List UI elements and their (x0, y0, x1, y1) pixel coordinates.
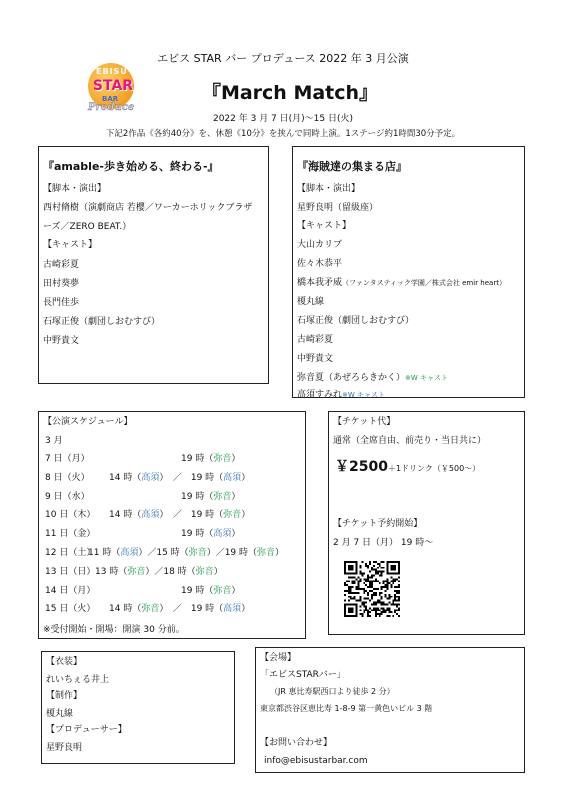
producer-name: 星野良明 (46, 743, 83, 753)
play1-cast-label: 【キャスト】 (43, 240, 98, 250)
logo-text-ebisu: EBISU (96, 67, 128, 76)
cast-tag: 弥音 (188, 548, 207, 558)
ticket-sale-label: 【チケット予約開始】 (333, 519, 423, 529)
time-text: ） (231, 585, 241, 596)
schedule-note: ※受付開始・開場：開演 30 分前。 (43, 625, 185, 635)
schedule-day: 12 日（土） (45, 548, 96, 558)
time-text: 19 時（ (181, 491, 214, 502)
time-text: ）／19 時（ (206, 548, 258, 558)
time-text: ） (231, 491, 241, 502)
play2-cast-member (297, 239, 342, 251)
play2-cast-member (297, 389, 385, 401)
cast-tag: 弥音 (213, 491, 232, 502)
schedule-day: 10 日（木） (45, 510, 96, 521)
schedule-times (181, 585, 240, 597)
cast-name: 榎丸線 (297, 297, 325, 307)
performance-dates: 2022 年 3 月 7 日(月)〜15 日(火) (212, 114, 354, 124)
play1-director-label: 【脚本・演出】 (43, 184, 107, 194)
cast-tag: 高須 (223, 472, 242, 483)
schedule-label: 【公演スケジュール】 (43, 417, 133, 427)
play2-box (292, 146, 525, 398)
schedule-day: 15 日（火） (45, 604, 96, 615)
play2-cast-member (297, 353, 333, 365)
play2-director-label: 【脚本・演出】 (297, 184, 361, 194)
cast-tag: 弥音 (223, 510, 242, 521)
play2-cast-label: 【キャスト】 (297, 221, 352, 231)
cast-tag: 弥音 (213, 585, 232, 596)
cast-name: 大山カリブ (297, 240, 343, 250)
time-text: 13 時（ (95, 566, 128, 577)
cast-tag: 弥音 (195, 566, 214, 577)
producer-label: 【プロデューサー】 (46, 725, 127, 735)
play2-cast-member (297, 372, 448, 384)
time-text: ） ／ 19 時（ (159, 604, 224, 615)
play1-director-name-cont: ーズ／ZERO BEAT.） (43, 222, 132, 232)
schedule-month: 3 月 (45, 436, 63, 446)
staff-box (41, 651, 235, 764)
cast-name: 中野貴文 (297, 354, 334, 364)
cast-name: 弥音夏（あぜろらきかく） (297, 373, 406, 383)
ticket-seating: 通常（全席自由、前売り・当日共に） (333, 436, 487, 446)
costume-name: れいちぇる井上 (46, 675, 110, 685)
time-text: ） (275, 548, 285, 558)
play2-cast-member (297, 315, 414, 327)
production-name: 榎丸線 (46, 709, 74, 719)
schedule-times (181, 491, 240, 503)
time-text: ）／15 時（ (138, 548, 189, 558)
ticket-drink: ＋1ドリンク（￥500〜） (387, 464, 481, 473)
schedule-day: 7 日（月） (45, 454, 90, 464)
schedule-day: 14 日（月） (45, 585, 96, 596)
schedule-times (109, 509, 250, 521)
time-text: ）／18 時（ (145, 566, 196, 577)
schedule-day: 11 日（金） (45, 529, 96, 540)
cast-name: 古崎彩夏 (297, 335, 334, 345)
producer-line: エビス STAR バー プロデュース 2022 年 3 月公演 (157, 52, 409, 65)
time-text: ） (231, 529, 241, 540)
schedule-day: 13 日（日） (45, 566, 96, 577)
time-text: 19 時（ (181, 454, 214, 464)
time-text: 19 時（ (181, 529, 214, 540)
play2-cast-member (297, 334, 333, 346)
play1-cast-member: 田村葵夢 (43, 279, 80, 289)
logo-text-star: STAR (92, 78, 134, 94)
time-text: ） (213, 566, 223, 577)
play1-director-name: 西村脩樹（演劇商店 若櫻／ワーカーホリックブラザ (43, 203, 253, 213)
cast-name: 橋本我矛威 (297, 278, 343, 288)
play2-cast-member (297, 277, 506, 289)
play2-title: 『海賊達の集まる店』 (297, 160, 407, 173)
schedule-times (181, 453, 240, 465)
schedule-times (109, 472, 250, 484)
contact-email[interactable]: info@ebisustarbar.com (264, 756, 368, 766)
venue-label: 【会場】 (260, 653, 297, 663)
qr-code-image[interactable] (344, 561, 400, 617)
time-text: 11 時（ (88, 548, 121, 558)
logo-text-bar: BAR (102, 95, 119, 103)
cast-name: 佐々木恭平 (297, 259, 343, 269)
production-label: 【制作】 (46, 691, 83, 701)
schedule-day: 9 日（水） (45, 491, 90, 502)
time-text: ） (231, 454, 241, 464)
schedule-times (109, 603, 250, 615)
ticket-sale-date: 2 月 7 日（月） 19 時〜 (333, 538, 434, 548)
play2-cast-member (297, 296, 324, 308)
play1-cast-member: 長門佳歩 (43, 298, 80, 308)
ticket-price: ￥2500 (335, 459, 388, 475)
venue-access: （JR 恵比寿駅西口より徒歩 2 分） (270, 687, 395, 696)
ticket-price-label: 【チケット代】 (333, 417, 396, 427)
play2-director-name: 星野良明（留級座） (297, 203, 379, 213)
cast-tag: 弥音 (257, 548, 276, 558)
schedule-times (95, 566, 223, 578)
time-text: ） ／ 19 時（ (159, 510, 224, 521)
ticket-price-line (335, 459, 480, 477)
time-text: ） (241, 510, 251, 521)
performance-description: 下記2作品《各約40分》を、休憩《10分》を挟んで同時上演。1ステージ約1時間30分予定。 (105, 129, 461, 139)
logo-text-produce: Produce (88, 102, 135, 113)
play2-cast-member (297, 258, 342, 270)
time-text: 14 時（ (109, 604, 142, 615)
cast-affiliation: （ファンタスティック学園／株式会社 emir heart） (342, 279, 506, 287)
cast-name: 石塚正俊（劇団しおむすび） (297, 316, 415, 326)
play1-box (38, 146, 269, 384)
cast-name: 高須すみれ (297, 390, 343, 400)
cast-tag: 弥音 (127, 566, 146, 577)
schedule-box (38, 411, 306, 639)
time-text: ） (241, 472, 251, 483)
schedule-times (181, 528, 240, 540)
cast-tag: 高須 (120, 548, 139, 558)
cast-tag: 高須 (141, 510, 160, 521)
venue-box (255, 647, 525, 773)
time-text: 14 時（ (109, 472, 142, 483)
play1-cast-member: 石塚正俊（劇団しおむすび） (43, 317, 161, 327)
venue-address: 東京都渋谷区恵比寿 1-8-9 第一黄色いビル 3 階 (260, 704, 433, 713)
play1-cast-member: 中野貴文 (43, 336, 80, 346)
schedule-times (88, 547, 284, 559)
w-cast-note: ※W キャスト (405, 374, 449, 382)
schedule-day: 8 日（火） (45, 472, 90, 483)
cast-tag: 弥音 (213, 454, 232, 464)
time-text: ） ／ 19 時（ (159, 472, 224, 483)
time-text: 14 時（ (109, 510, 142, 521)
cast-tag: 高須 (223, 604, 242, 615)
costume-label: 【衣装】 (46, 657, 83, 667)
play1-title: 『amable-歩き始める、終わる-』 (43, 160, 219, 173)
cast-tag: 高須 (141, 472, 160, 483)
venue-name: 「エビスSTARバー」 (260, 670, 346, 680)
contact-label: 【お問い合わせ】 (260, 738, 333, 748)
page-title: 『March Match』 (201, 82, 379, 104)
play1-cast-member: 古崎彩夏 (43, 260, 80, 270)
w-cast-note: ※W キャスト (342, 391, 386, 399)
cast-tag: 弥音 (141, 604, 160, 615)
time-text: 19 時（ (181, 585, 214, 596)
cast-tag: 高須 (213, 529, 232, 540)
time-text: ） (241, 604, 251, 615)
